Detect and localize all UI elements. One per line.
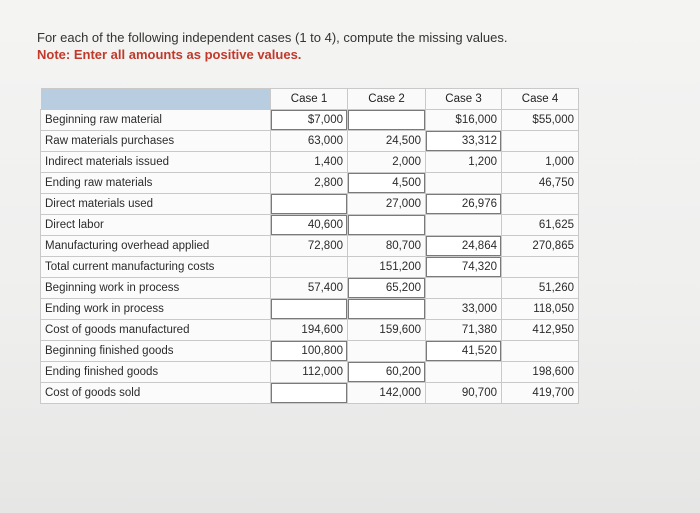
amount-cell: 2,000: [348, 152, 426, 173]
instruction-note: Note: Enter all amounts as positive values.: [37, 47, 302, 62]
row-label: Cost of goods manufactured: [41, 320, 271, 341]
table-row: [41, 278, 579, 299]
table-row: [41, 131, 579, 152]
row-label: Beginning raw material: [41, 110, 271, 131]
table-body: [41, 110, 579, 404]
amount-input-cell[interactable]: [271, 383, 348, 404]
amount-cell: [426, 362, 502, 383]
amount-cell: 57,400: [271, 278, 348, 299]
row-label: Raw materials purchases: [41, 131, 271, 152]
table-row: [41, 362, 579, 383]
row-label: Cost of goods sold: [41, 383, 271, 404]
amount-input-cell[interactable]: 60,200: [348, 362, 426, 383]
row-label: Manufacturing overhead applied: [41, 236, 271, 257]
table-row: [41, 257, 579, 278]
amount-cell: 151,200: [348, 257, 426, 278]
amount-cell: [426, 173, 502, 194]
amount-input-cell[interactable]: 65,200: [348, 278, 426, 299]
amount-cell: 27,000: [348, 194, 426, 215]
amount-cell: 1,200: [426, 152, 502, 173]
column-header-case-1: Case 1: [271, 89, 348, 110]
table-row: [41, 299, 579, 320]
table-row: [41, 320, 579, 341]
amount-cell: 72,800: [271, 236, 348, 257]
amount-cell: 1,400: [271, 152, 348, 173]
amount-cell: [426, 215, 502, 236]
amount-cell: 90,700: [426, 383, 502, 404]
row-label: Beginning finished goods: [41, 341, 271, 362]
amount-cell: 118,050: [502, 299, 579, 320]
cost-table: [40, 88, 579, 404]
amount-cell: 24,500: [348, 131, 426, 152]
amount-cell: 46,750: [502, 173, 579, 194]
amount-input-cell[interactable]: 41,520: [426, 341, 502, 362]
amount-cell: [271, 257, 348, 278]
table-row: [41, 383, 579, 404]
row-label: Indirect materials issued: [41, 152, 271, 173]
amount-cell: [348, 341, 426, 362]
amount-cell: 142,000: [348, 383, 426, 404]
row-label: Direct materials used: [41, 194, 271, 215]
amount-cell: [502, 131, 579, 152]
amount-input-cell[interactable]: [348, 110, 426, 131]
amount-cell: $16,000: [426, 110, 502, 131]
amount-input-cell[interactable]: [271, 194, 348, 215]
header-row: [41, 89, 579, 110]
amount-cell: 419,700: [502, 383, 579, 404]
amount-input-cell[interactable]: 33,312: [426, 131, 502, 152]
column-header-case-2: Case 2: [348, 89, 426, 110]
amount-cell: 61,625: [502, 215, 579, 236]
amount-cell: $55,000: [502, 110, 579, 131]
amount-cell: 198,600: [502, 362, 579, 383]
amount-cell: 112,000: [271, 362, 348, 383]
amount-cell: 51,260: [502, 278, 579, 299]
amount-cell: 194,600: [271, 320, 348, 341]
amount-input-cell[interactable]: $7,000: [271, 110, 348, 131]
header-label-cell: [41, 89, 271, 110]
amount-cell: 159,600: [348, 320, 426, 341]
amount-cell: 63,000: [271, 131, 348, 152]
column-header-case-4: Case 4: [502, 89, 579, 110]
instruction-text: For each of the following independent cases (1 to 4), compute the missing values.: [37, 30, 508, 45]
amount-input-cell[interactable]: 4,500: [348, 173, 426, 194]
row-label: Direct labor: [41, 215, 271, 236]
amount-input-cell[interactable]: 24,864: [426, 236, 502, 257]
table-row: [41, 194, 579, 215]
amount-cell: 270,865: [502, 236, 579, 257]
row-label: Ending work in process: [41, 299, 271, 320]
row-label: Ending finished goods: [41, 362, 271, 383]
amount-input-cell[interactable]: [348, 299, 426, 320]
table-row: [41, 236, 579, 257]
instructions: [37, 29, 507, 63]
amount-cell: [502, 341, 579, 362]
amount-cell: [502, 194, 579, 215]
table-row: [41, 110, 579, 131]
amount-input-cell[interactable]: 74,320: [426, 257, 502, 278]
amount-input-cell[interactable]: 100,800: [271, 341, 348, 362]
row-label: Total current manufacturing costs: [41, 257, 271, 278]
table-row: [41, 215, 579, 236]
amount-input-cell[interactable]: 40,600: [271, 215, 348, 236]
row-label: Beginning work in process: [41, 278, 271, 299]
amount-cell: 80,700: [348, 236, 426, 257]
column-header-case-3: Case 3: [426, 89, 502, 110]
amount-cell: 1,000: [502, 152, 579, 173]
row-label: Ending raw materials: [41, 173, 271, 194]
amount-input-cell[interactable]: [348, 215, 426, 236]
table-row: [41, 341, 579, 362]
amount-cell: [502, 257, 579, 278]
amount-input-cell[interactable]: [271, 299, 348, 320]
amount-cell: 71,380: [426, 320, 502, 341]
amount-cell: 33,000: [426, 299, 502, 320]
amount-input-cell[interactable]: 26,976: [426, 194, 502, 215]
amount-cell: [426, 278, 502, 299]
table-row: [41, 173, 579, 194]
amount-cell: 412,950: [502, 320, 579, 341]
amount-cell: 2,800: [271, 173, 348, 194]
table-row: [41, 152, 579, 173]
